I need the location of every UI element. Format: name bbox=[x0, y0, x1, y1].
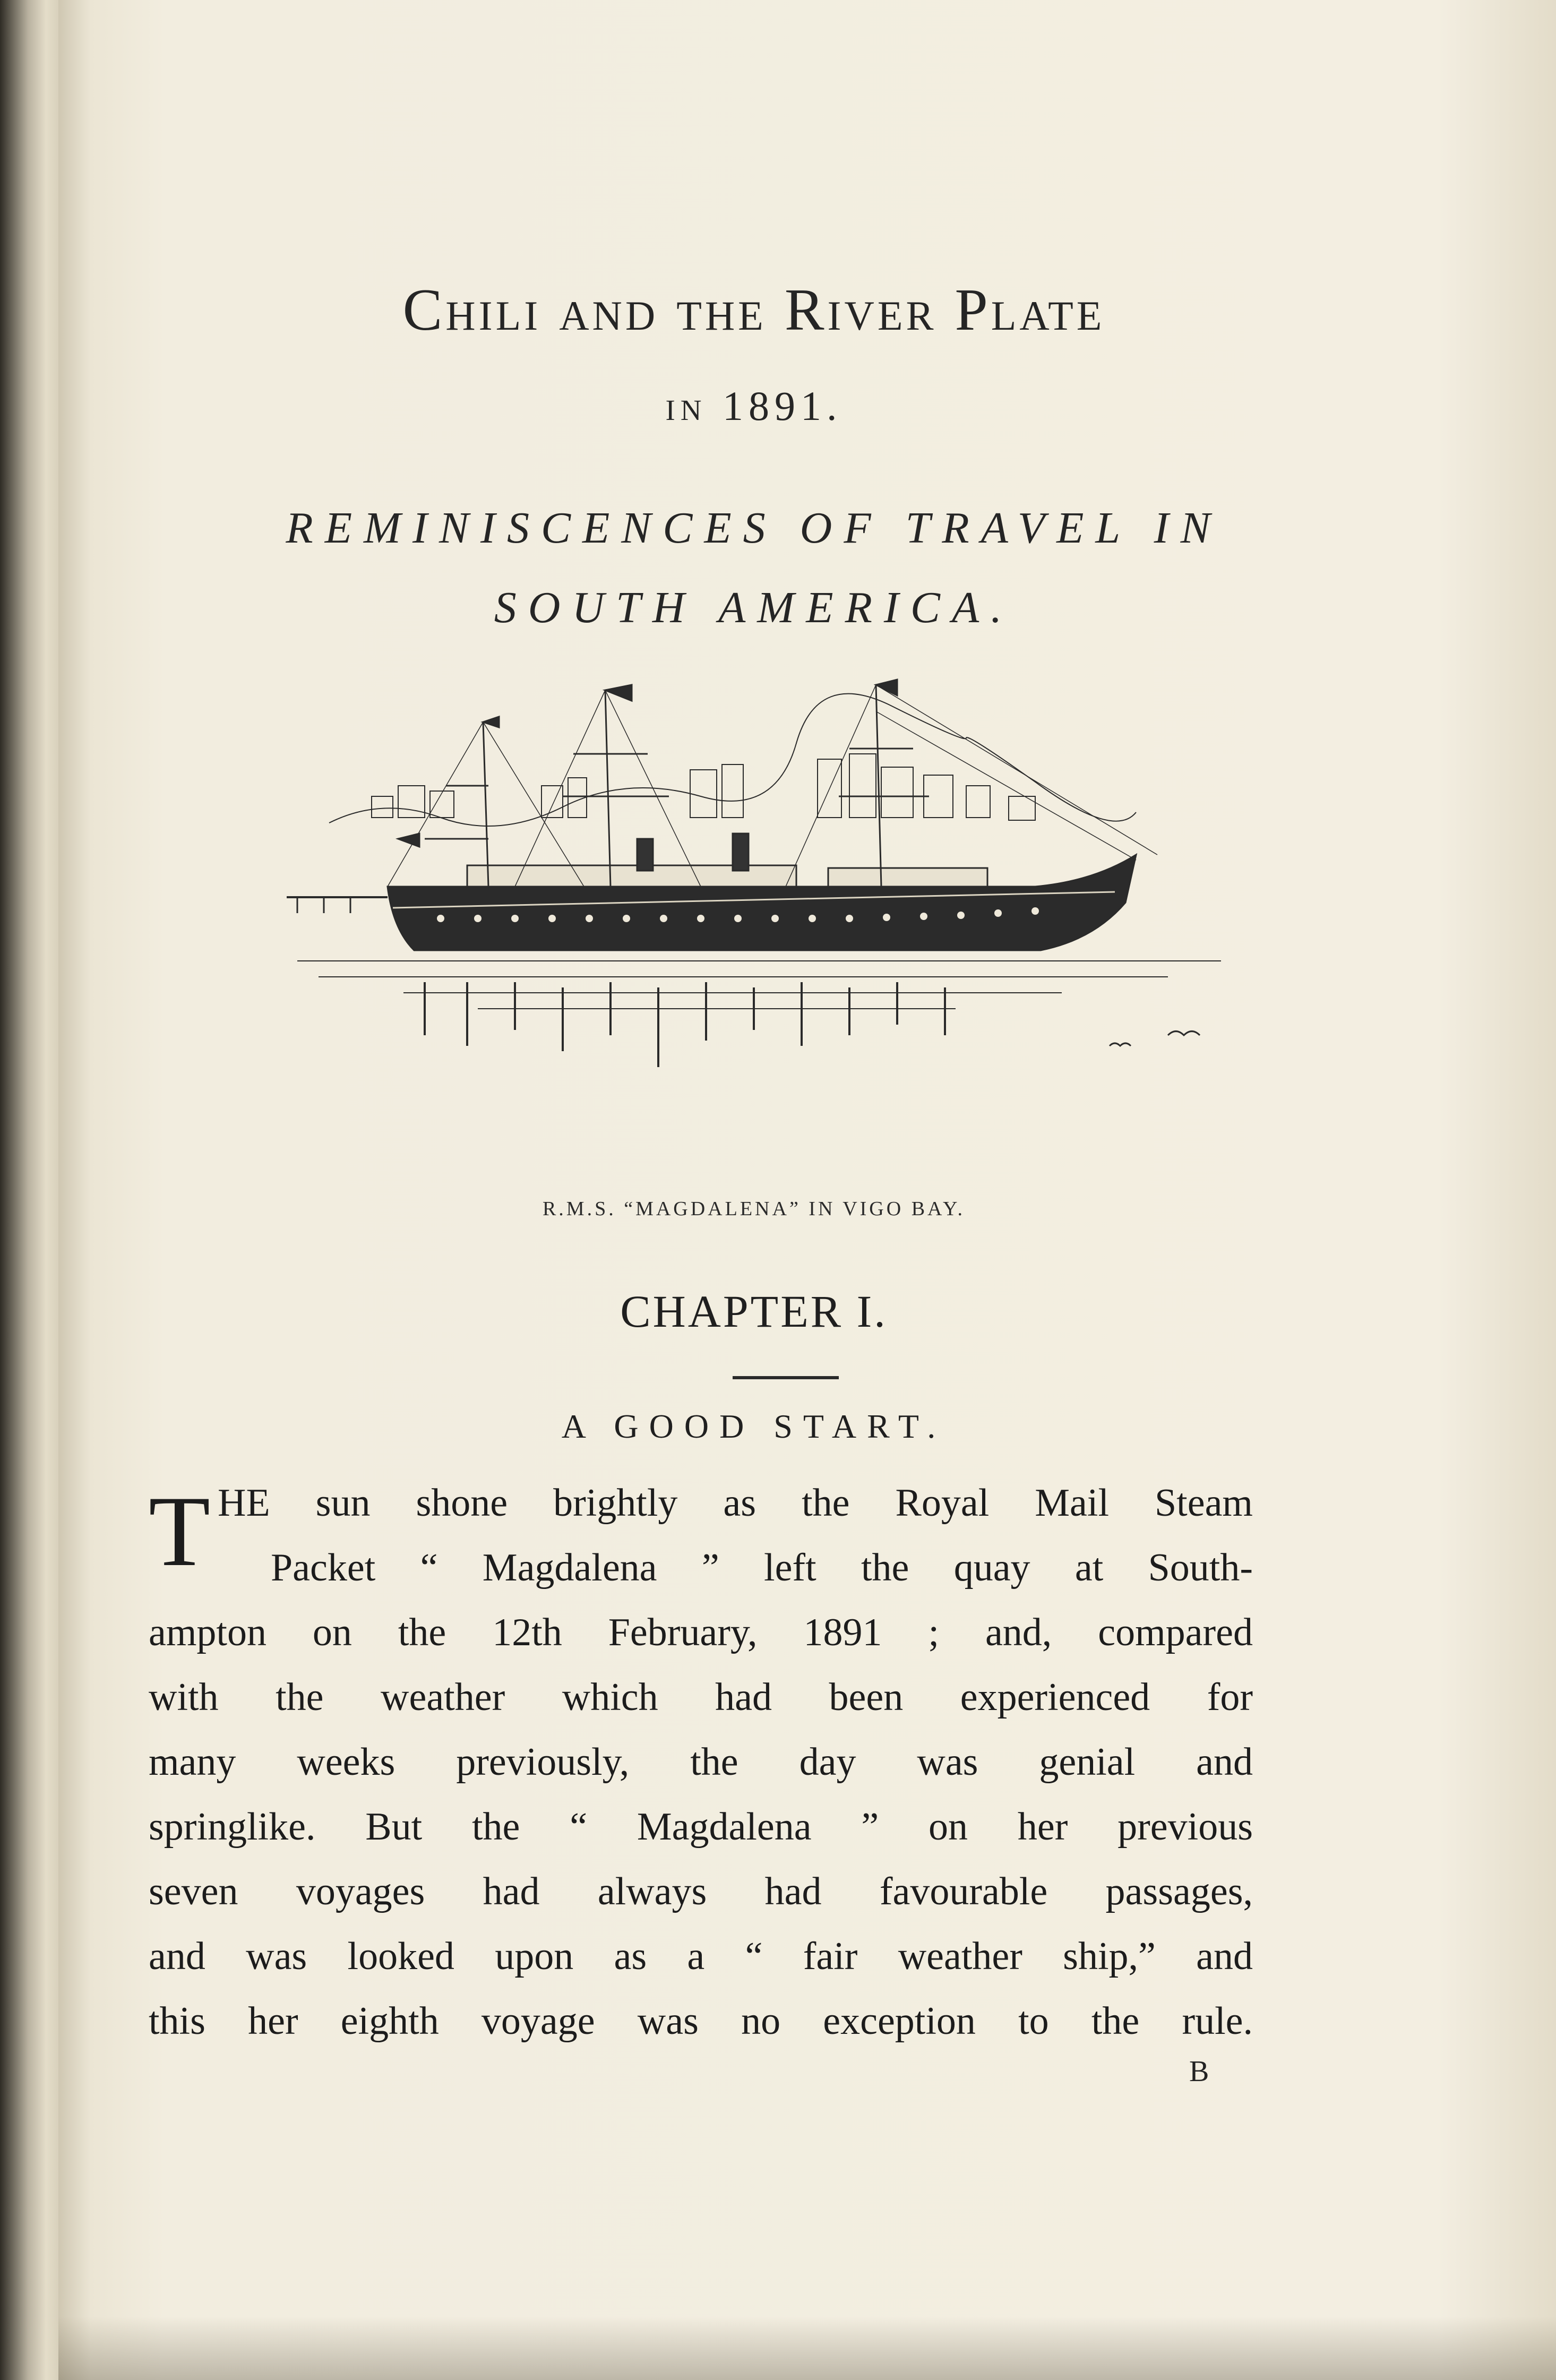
text-line: many weeks previously, the day was genial and bbox=[149, 1740, 1253, 1784]
book-subtitle-line-2: SOUTH AMERICA. bbox=[494, 583, 1014, 632]
text-line: this her eighth voyage was no exception to the rule. bbox=[149, 1999, 1253, 2043]
text-line: seven voyages had always had favourable passages, bbox=[149, 1870, 1253, 1913]
text-line: Packet “ Magdalena ” left the quay at South- bbox=[271, 1546, 1253, 1589]
book-subtitle-line-1: REMINISCENCES OF TRAVEL IN bbox=[286, 503, 1222, 553]
page-content bbox=[149, 0, 1359, 2380]
book-page bbox=[58, 0, 1556, 2380]
text-line: with the weather which had been experienced for bbox=[149, 1676, 1253, 1719]
text-line: ampton on the 12th February, 1891 ; and, compared bbox=[149, 1611, 1253, 1654]
signature-mark: B bbox=[1189, 2055, 1209, 2088]
book-subtitle bbox=[180, 488, 1327, 648]
book-year: in 1891. bbox=[665, 383, 843, 429]
chapter-rule bbox=[733, 1376, 839, 1379]
text-line: and was looked upon as a “ fair weather ship,” and bbox=[149, 1935, 1253, 1978]
section-title: A GOOD START. bbox=[561, 1407, 947, 1445]
steamship-illustration bbox=[265, 664, 1306, 1152]
illustration-caption: R.M.S. “MAGDALENA” IN VIGO BAY. bbox=[542, 1198, 966, 1220]
text-line: springlike. But the “ Magdalena ” on her previous bbox=[149, 1805, 1253, 1849]
text-line: HE sun shone brightly as the Royal Mail Steam bbox=[218, 1481, 1253, 1525]
drop-cap: T bbox=[149, 1476, 211, 1587]
body-paragraph bbox=[149, 1471, 1253, 2053]
chapter-heading: CHAPTER I. bbox=[620, 1286, 888, 1337]
book-title: Chili and the River Plate bbox=[402, 277, 1105, 343]
